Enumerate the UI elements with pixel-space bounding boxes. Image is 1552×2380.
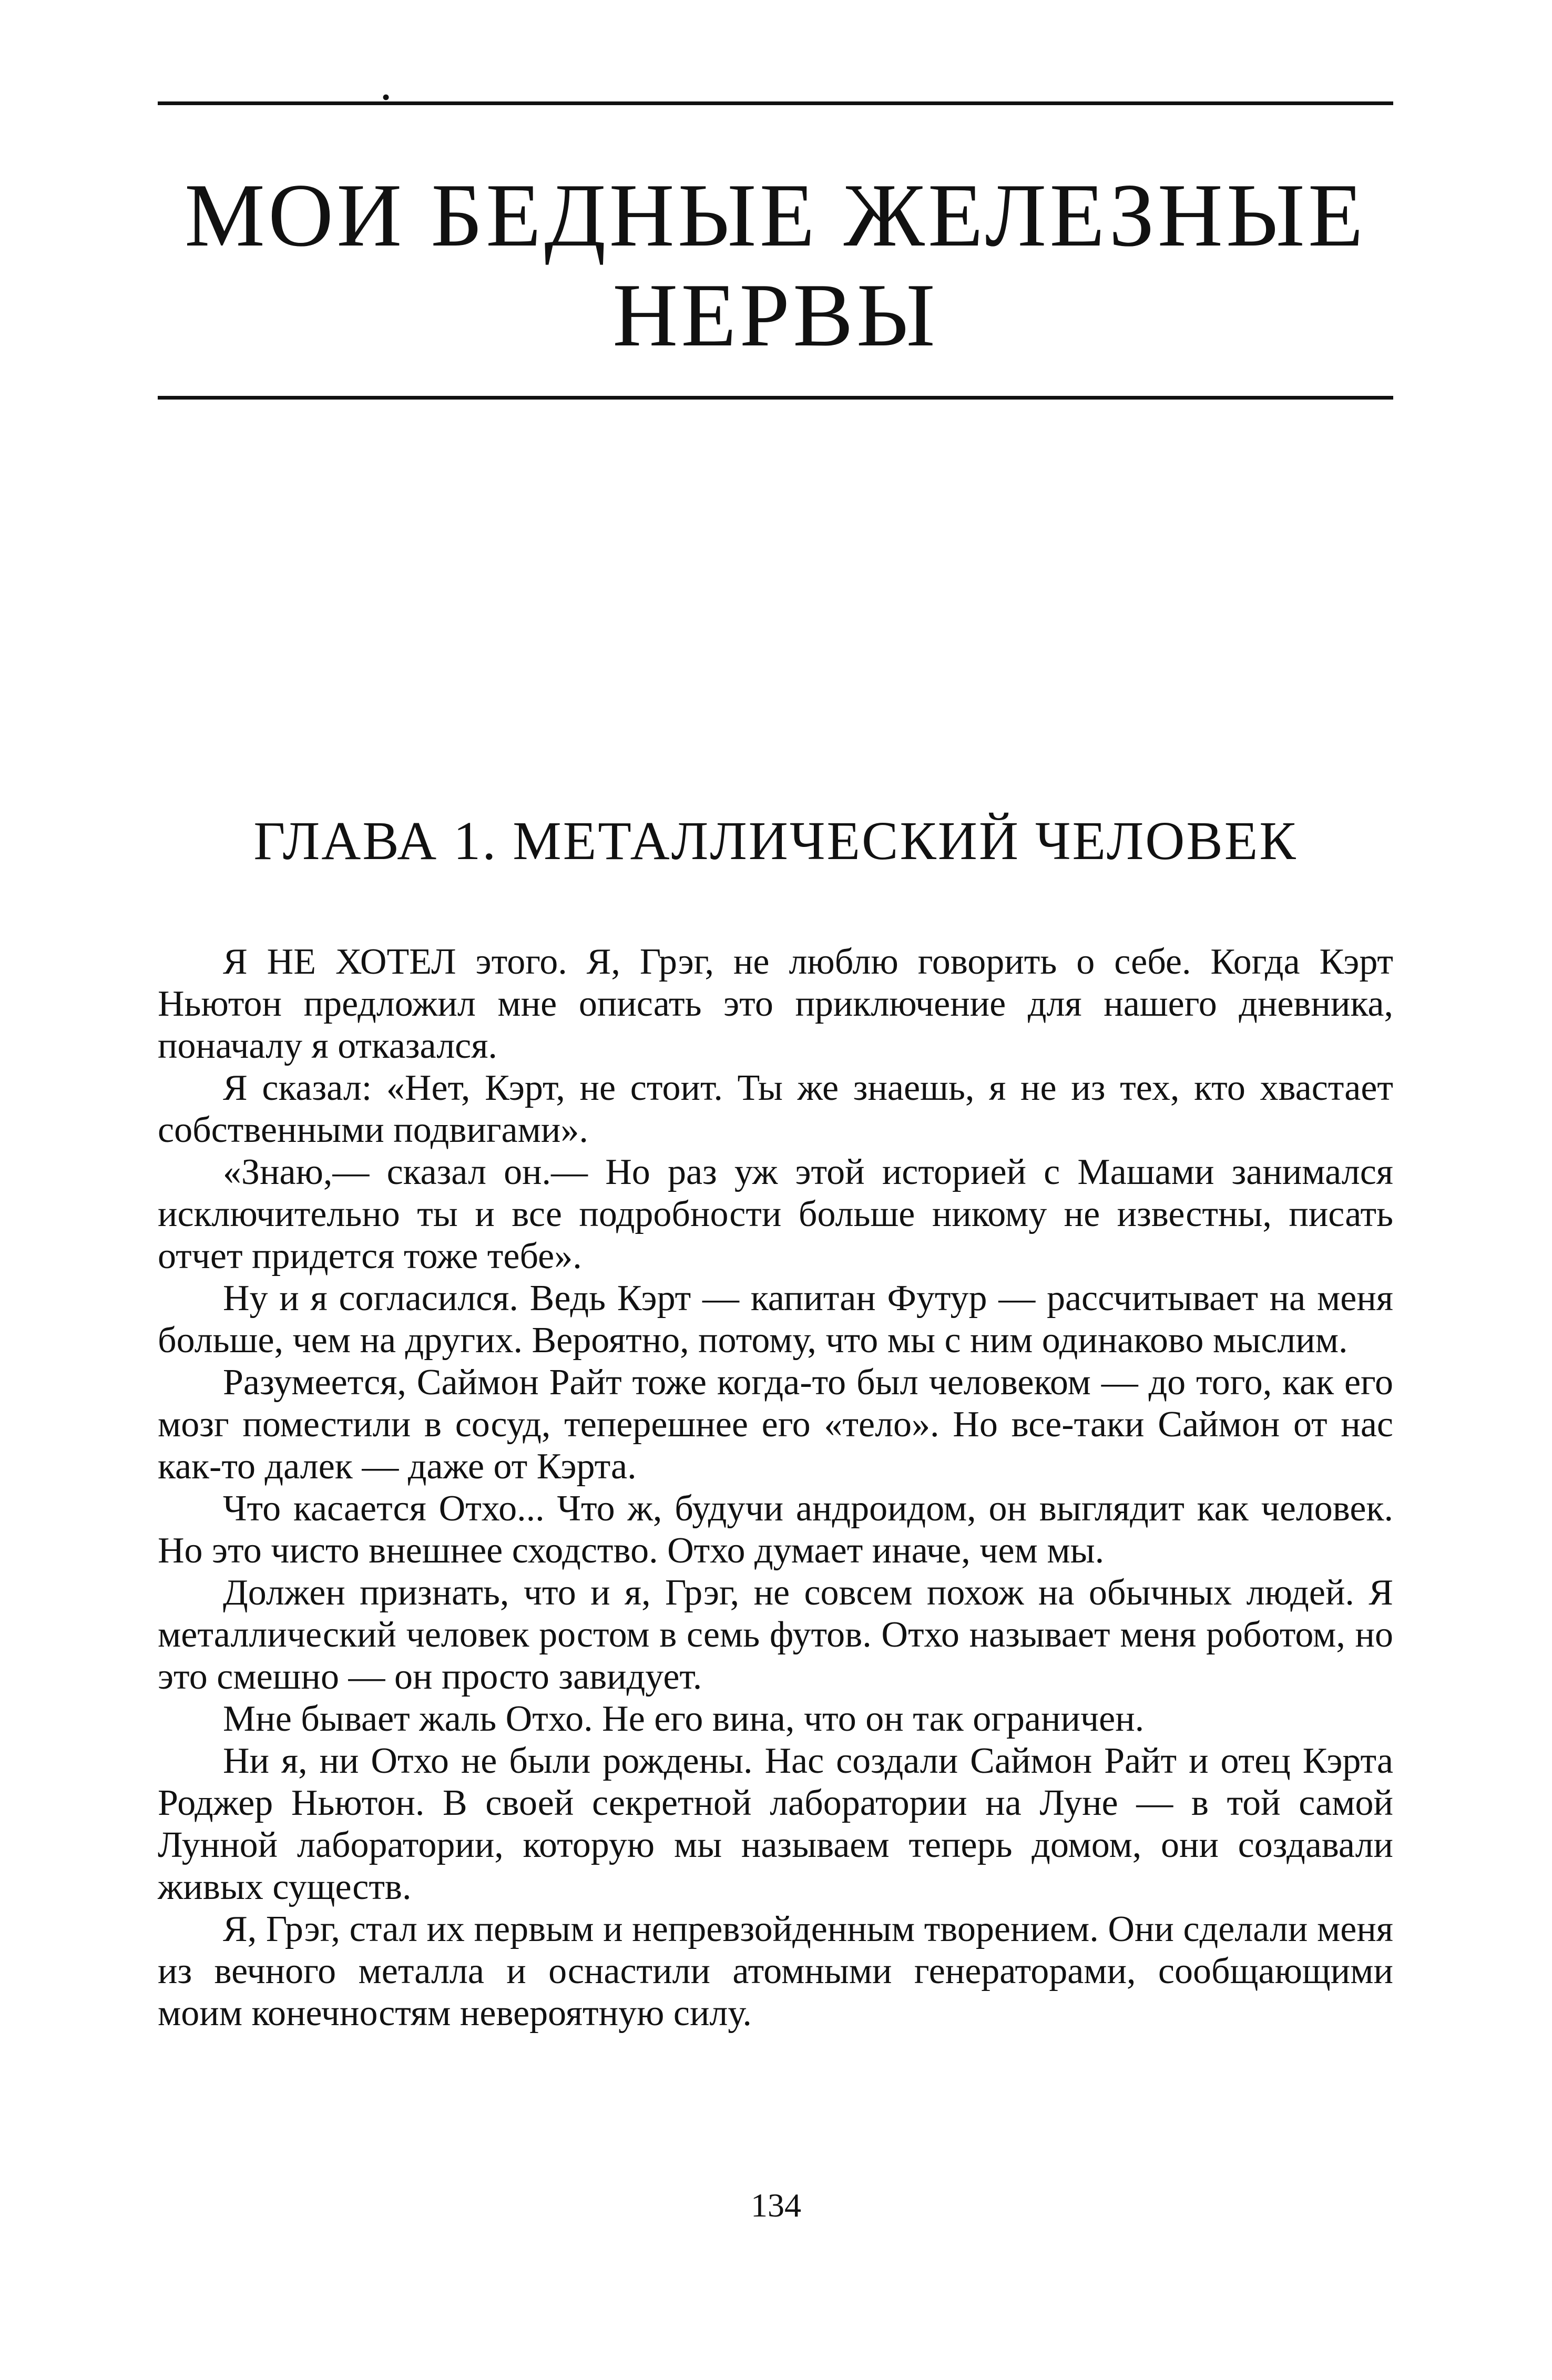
paragraph: Ни я, ни Отхо не были рождены. Нас создали Саймон Райт и отец Кэрта Роджер Ньютон. В своей секретной лаборатории на Луне — в той самой Лунной лаборатории, которую мы называем теперь домом, они создавали живых существ. bbox=[158, 1741, 1393, 1907]
paragraph: Должен признать, что и я, Грэг, не совсем похож на обычных людей. Я металлический человек ростом в семь футов. Отхо называет меня роботом, но это смешно — он просто завидует. bbox=[158, 1572, 1393, 1697]
paragraph: Разумеется, Саймон Райт тоже когда-то был человеком — до того, как его мозг поместили в сосуд, теперешнее его «тело». Но все-таки Саймон от нас как-то далек — даже от Кэрта. bbox=[158, 1362, 1393, 1487]
paragraph: Я НЕ ХОТЕЛ этого. Я, Грэг, не люблю говорить о себе. Когда Кэрт Ньютон предложил мне описать это приключение для нашего дневника, поначалу я отказался. bbox=[158, 942, 1393, 1066]
book-title: МОИ БЕДНЫЕ ЖЕЛЕЗНЫЕ НЕРВЫ bbox=[185, 166, 1366, 365]
chapter-title: ГЛАВА 1. МЕТАЛЛИЧЕСКИЙ ЧЕЛОВЕК bbox=[253, 811, 1298, 871]
paragraph: Мне бывает жаль Отхо. Не его вина, что он так ограничен. bbox=[223, 1699, 1145, 1739]
paragraph: Я, Грэг, стал их первым и непревзойденным творением. Они сделали меня из вечного металла и оснастили атомными генераторами, сообщающими моим конечностям невероятную силу. bbox=[158, 1909, 1393, 2034]
top-rule bbox=[158, 101, 1393, 105]
page-number: 134 bbox=[751, 2187, 801, 2224]
body-text bbox=[158, 941, 1393, 2035]
title-bottom-rule bbox=[158, 396, 1393, 400]
paragraph: «Знаю,— сказал он.— Но раз уж этой историей с Машами занимался исключительно ты и все подробности больше никому не известны, писать отчет придется тоже тебе». bbox=[158, 1152, 1393, 1276]
paragraph: Что касается Отхо... Что ж, будучи андроидом, он выглядит как человек. Но это чисто внешнее сходство. Отхо думает иначе, чем мы. bbox=[158, 1488, 1393, 1571]
paragraph: Я сказал: «Нет, Кэрт, не стоит. Ты же знаешь, я не из тех, кто хвастает собственными подвигами». bbox=[158, 1068, 1393, 1150]
ornament-dot: • bbox=[382, 84, 391, 110]
paragraph: Ну и я согласился. Ведь Кэрт — капитан Футур — рассчитывает на меня больше, чем на других. Вероятно, потому, что мы с ним одинаково мыслим. bbox=[158, 1278, 1393, 1361]
